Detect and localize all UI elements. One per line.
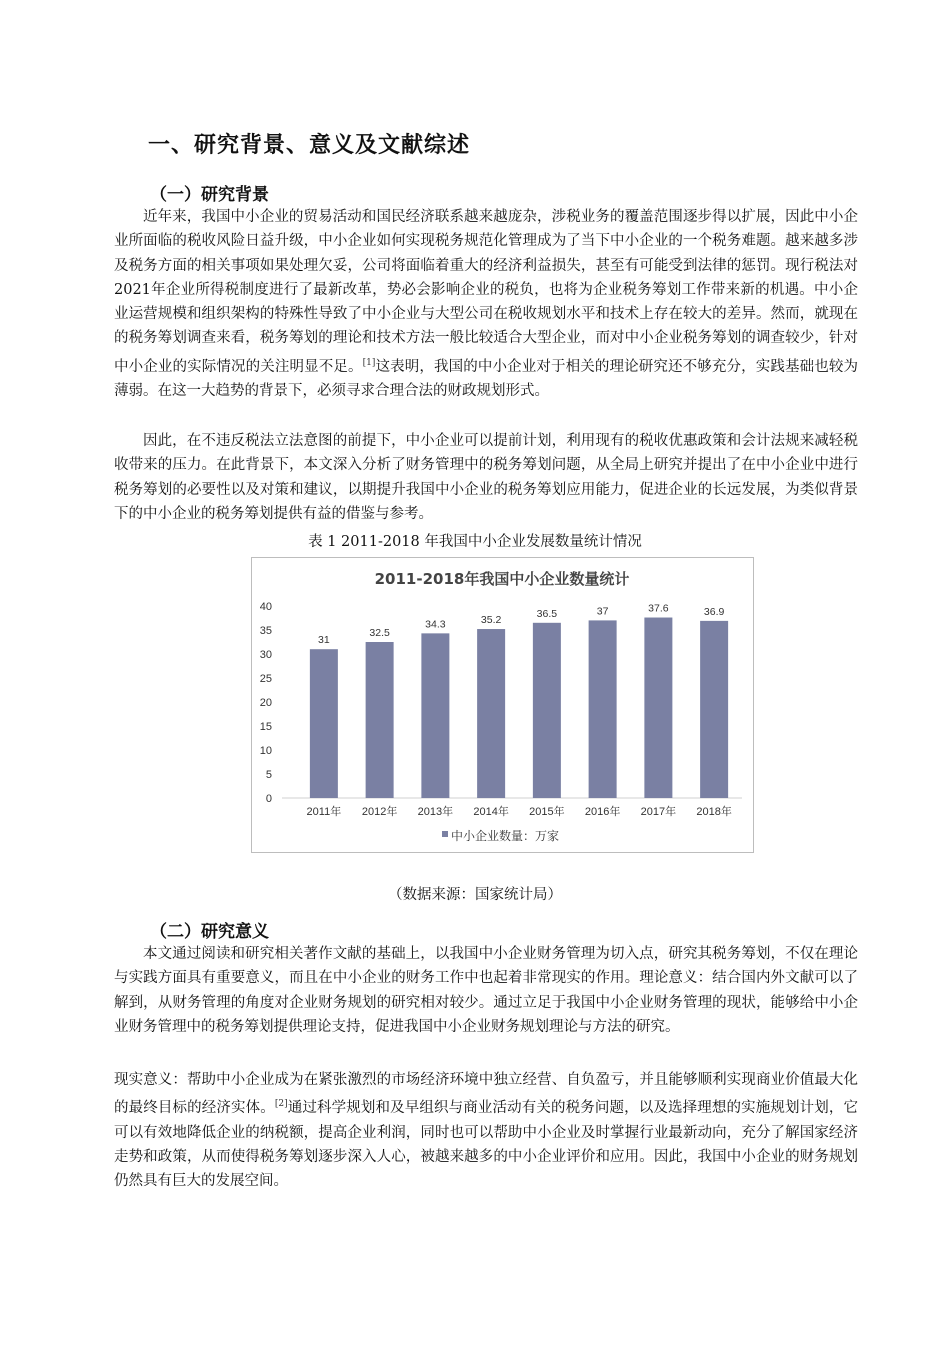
x-tick-label: 2015年 — [529, 806, 565, 818]
significance-paragraph-1: 本文通过阅读和研究相关著作文献的基础上，以我国中小企业财务管理为切入点，研究其税务筹划，不仅在理论与实践方面具有重要意义，而且在中小企业的财务工作中也起着非常现实的作用。理论意义：结合国内外文献可以了解到，从财务管理的角度对企业财务规划的研究相对较少。通过立足于我国中小企业财务管理的现状，能够给中小企业财务管理中的税务筹划提供理论支持，促进我国中小企业财务规划理论与方法的研究。 — [114, 946, 858, 1035]
y-tick-label: 0 — [265, 793, 272, 805]
background-paragraph-1 — [114, 205, 858, 403]
data-label: 34.3 — [425, 618, 446, 631]
y-tick-label: 10 — [259, 745, 272, 757]
x-tick-label: 2013年 — [417, 806, 454, 818]
data-label: 37 — [596, 605, 609, 618]
y-tick-label: 40 — [259, 601, 272, 613]
y-tick-label: 15 — [259, 721, 272, 733]
paragraph-text: 通过科学规划和及早组织与商业活动有关的税务问题，以及选择理想的实施规划计划，它可以有效地降低企业的纳税额，提高企业利润，同时也可以帮助中小企业及时掌握行业最新动向，充分了解国家经济走势和政策，从而使得税务筹划逐步深入人心，被越来越多的中小企业评价和应用。因此，我国中小企业的财务规划仍然具有巨大的发展空间。 — [114, 1100, 858, 1190]
paragraph-text: 现实意义：帮助中小企业成为在紧张激烈的市场经济环境中独立经营、自负盈亏，并且能够顺利实现商业价值最大化的最终目标的经济实体。 — [114, 1072, 858, 1117]
bar — [700, 621, 728, 798]
significance-paragraph-2 — [114, 1068, 858, 1193]
chart-title: 2011-2018年我国中小企业数量统计 — [374, 570, 630, 588]
bar — [310, 649, 338, 798]
source-caption: （数据来源：国家统计局） — [388, 887, 562, 903]
citation-ref-2[interactable]: [2] — [274, 1099, 288, 1110]
background-paragraph-2: 因此，在不违反税法立法意图的前提下，中小企业可以提前计划，利用现有的税收优惠政策和会计法规来减轻税收带来的压力。在此背景下，本文深入分析了财务管理中的税务筹划问题，从全局上研究并提出了在中小企业中进行税务筹划的必要性以及对策和建议，以期提升我国中小企业的税务筹划应用能力，促进企业的长远发展，为类似背景下的中小企业的税务筹划提供有益的借鉴与参考。 — [114, 433, 858, 522]
y-tick-label: 35 — [259, 625, 272, 637]
citation-ref-1[interactable]: [1] — [362, 357, 376, 368]
bar-chart — [251, 557, 754, 853]
y-tick-label: 5 — [265, 769, 272, 781]
data-label: 31 — [318, 634, 330, 647]
data-label: 36.9 — [703, 605, 725, 618]
data-label: 36.5 — [536, 607, 558, 620]
x-tick-label: 2018年 — [696, 806, 732, 818]
y-tick-label: 25 — [259, 673, 272, 685]
data-label: 37.6 — [648, 602, 669, 615]
bar — [477, 629, 505, 798]
page-heading: 一、研究背景、意义及文献综述 — [148, 133, 471, 158]
x-tick-label: 2017年 — [640, 806, 677, 818]
bar — [644, 618, 672, 798]
paragraph-text: 近年来，我国中小企业的贸易活动和国民经济联系越来越庞杂，涉税业务的覆盖范围逐步得以扩展，因此中小企业所面临的税收风险日益升级，中小企业如何实现税务规范化管理成为了当下中小企业的一个税务难题。越来越多涉及税务方面的相关事项如果处理欠妥，公司将面临着重大的经济利益损失，甚至有可能受到法律的惩罚。现行税法对2021年企业所得税制度进行了最新改革，势必会影响企业的税负，也将为企业税务筹划工作带来新的机遇。中小企业运营规模和组织架构的特殊性导致了中小企业与大型公司在税收规划水平和技术上存在较大的差异。然而，就现在的税务筹划调查来看，税务筹划的理论和技术方法一般比较适合大型企业，而对中小企业税务筹划的调查较少，针对中小企业的实际情况的关注明显不足。 — [114, 209, 858, 375]
x-axis — [307, 804, 732, 818]
x-tick-label: 2014年 — [473, 806, 509, 818]
section-title-significance: （二）研究意义 — [150, 922, 269, 942]
bar — [421, 633, 449, 798]
bar — [533, 623, 561, 798]
bar-series — [310, 603, 728, 798]
legend-swatch — [442, 831, 448, 837]
legend-label: 中小企业数量：万家 — [451, 829, 560, 843]
x-tick-label: 2012年 — [361, 806, 398, 818]
chart-legend — [442, 828, 559, 843]
bar — [589, 620, 617, 798]
data-label: 32.5 — [369, 627, 390, 639]
data-label: 35.2 — [480, 614, 502, 627]
table-caption: 表 1 2011-2018 年我国中小企业发展数量统计情况 — [308, 534, 642, 550]
y-tick-label: 20 — [259, 697, 272, 709]
paragraph-text: 这表明，我国的中小企业对于相关的理论研究还不够充分，实践基础也较为薄弱。在这一大趋势的背景下，必须寻求合理合法的财政规划形式。 — [114, 358, 858, 400]
y-axis — [260, 601, 272, 805]
x-tick-label: 2016年 — [584, 806, 621, 818]
section-title-background: （一）研究背景 — [150, 185, 269, 205]
bar-chart-svg — [252, 558, 753, 852]
bar — [366, 642, 394, 798]
y-tick-label: 30 — [259, 649, 272, 661]
x-tick-label: 2011年 — [306, 806, 342, 818]
